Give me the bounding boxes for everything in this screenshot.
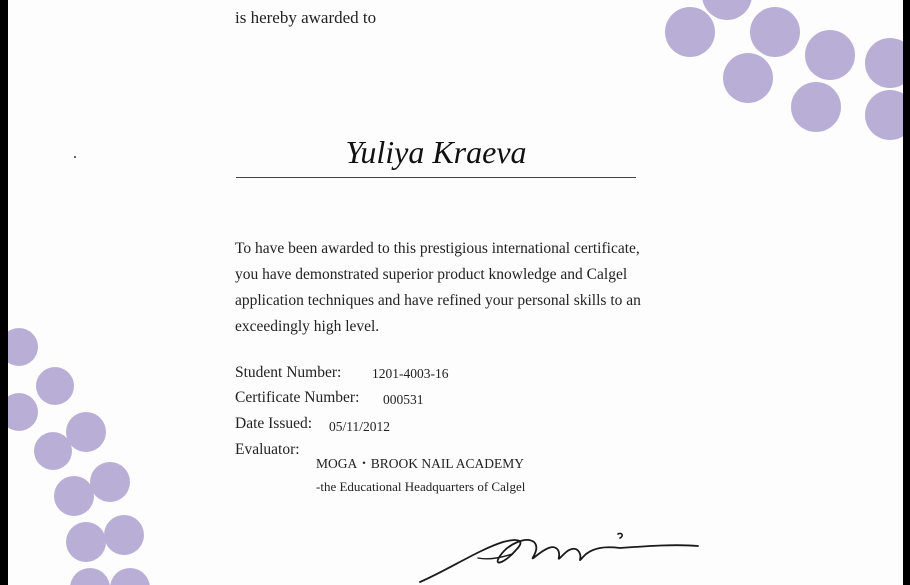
recipient-name: Yuliya Kraeva xyxy=(345,134,527,170)
certificate-statement xyxy=(235,236,641,340)
student-number-value: 1201-4003-16 xyxy=(372,366,449,381)
statement-line: application techniques and have refined your personal skills to an xyxy=(235,292,641,309)
date-issued-value: 05/11/2012 xyxy=(329,419,391,434)
evaluator-name: MOGA・BROOK NAIL ACADEMY xyxy=(316,456,525,471)
certificate-page xyxy=(8,0,903,585)
evaluator-label: Evaluator: xyxy=(235,441,300,458)
statement-line: To have been awarded to this prestigious international certificate, xyxy=(235,240,640,257)
certificate-number-value: 000531 xyxy=(383,392,424,407)
statement-line: you have demonstrated superior product knowledge and Calgel xyxy=(235,266,628,283)
paper-speck xyxy=(74,156,76,158)
evaluator-subtitle: -the Educational Headquarters of Calgel xyxy=(316,479,526,494)
statement-line: exceedingly high level. xyxy=(235,318,380,335)
date-issued-label: Date Issued: xyxy=(235,415,313,432)
student-number-label: Student Number: xyxy=(235,364,342,381)
name-underline xyxy=(236,177,636,178)
signature-image xyxy=(408,520,708,585)
certificate-number-label: Certificate Number: xyxy=(235,389,360,406)
awarded-line: is hereby awarded to xyxy=(235,8,377,27)
